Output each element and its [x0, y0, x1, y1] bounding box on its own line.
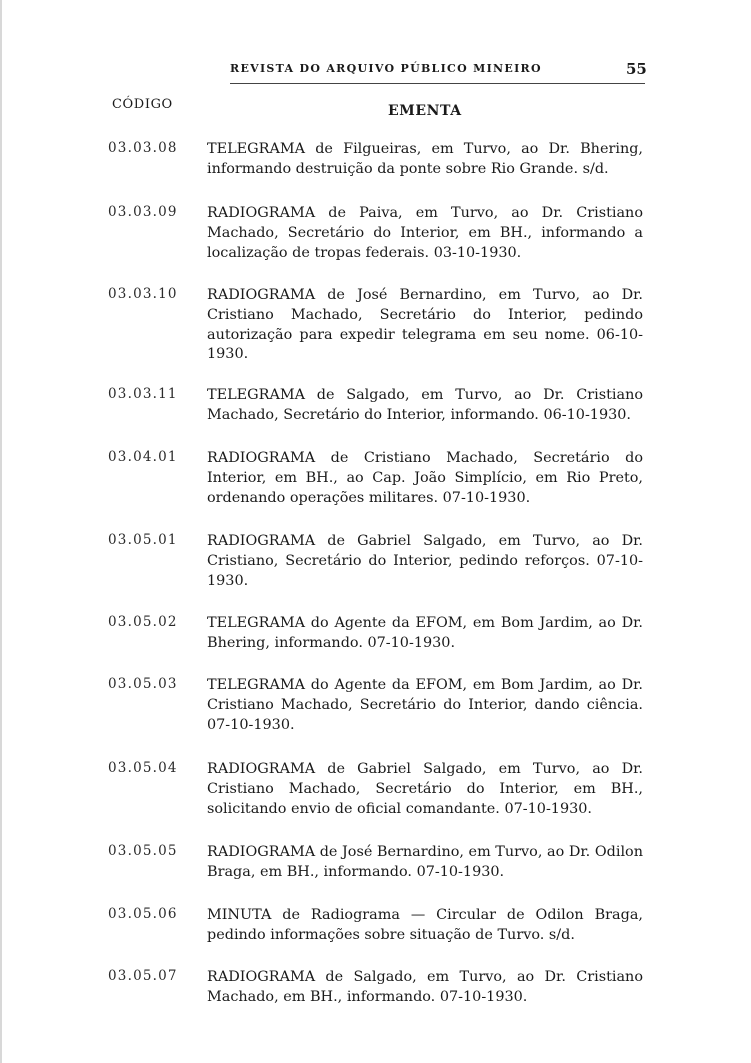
entry-code: 03.03.08 [108, 140, 178, 156]
entry-code: 03.05.07 [108, 968, 178, 984]
entry-code: 03.05.04 [108, 760, 178, 776]
entry-code: 03.05.05 [108, 843, 178, 859]
entry-summary: TELEGRAMA de Salgado, em Turvo, ao Dr. Cristiano Machado, Secretário do Interior, informando. 06-10-1930. [207, 387, 643, 423]
header-divider [230, 83, 645, 84]
page-number: 55 [626, 60, 647, 78]
entry-summary: RADIOGRAMA de Cristiano Machado, Secretário do Interior, em BH., ao Cap. João Simplício, em Rio Preto, ordenando operações militares. 07-10-1930. [207, 450, 643, 506]
entry-code: 03.05.06 [108, 906, 178, 922]
column-heading-summary: EMENTA [388, 103, 462, 119]
column-heading-code: CÓDIGO [112, 97, 173, 112]
entry-code: 03.04.01 [108, 449, 178, 465]
entry-summary: TELEGRAMA de Filgueiras, em Turvo, ao Dr. Bhering, informando destruição da ponte sobre Rio Grande. s/d. [207, 141, 643, 177]
entry-summary: MINUTA de Radiograma — Circular de Odilon Braga, pedindo informações sobre situação de Turvo. s/d. [207, 907, 643, 943]
entry-summary: RADIOGRAMA de Gabriel Salgado, em Turvo, ao Dr. Cristiano, Secretário do Interior, pedindo reforços. 07-10-1930. [207, 533, 643, 589]
page-edge [0, 0, 2, 1063]
entry-summary: RADIOGRAMA de Salgado, em Turvo, ao Dr. Cristiano Machado, em BH., informando. 07-10-1930. [207, 969, 643, 1005]
entry-code: 03.03.09 [108, 204, 178, 220]
entry-code: 03.05.01 [108, 532, 178, 548]
entry-summary: TELEGRAMA do Agente da EFOM, em Bom Jardim, ao Dr. Cristiano Machado, Secretário do Interior, dando ciência. 07-10-1930. [207, 677, 643, 733]
entry-code: 03.03.10 [108, 286, 178, 302]
entry-summary: RADIOGRAMA de Gabriel Salgado, em Turvo, ao Dr. Cristiano Machado, Secretário do Interior, em BH., solicitando envio de oficial comandante. 07-10-1930. [207, 761, 643, 817]
entry-summary: TELEGRAMA do Agente da EFOM, em Bom Jardim, ao Dr. Bhering, informando. 07-10-1930. [207, 615, 643, 651]
entry-code: 03.05.03 [108, 676, 178, 692]
entry-summary: RADIOGRAMA de José Bernardino, em Turvo, ao Dr. Odilon Braga, em BH., informando. 07-10-1930. [207, 844, 643, 880]
entry-code: 03.05.02 [108, 614, 178, 630]
running-header: REVISTA DO ARQUIVO PÚBLICO MINEIRO [230, 62, 542, 75]
entry-summary: RADIOGRAMA de José Bernardino, em Turvo, ao Dr. Cristiano Machado, Secretário do Interior, pedindo autorização para expedir telegrama em seu nome. 06-10-1930. [207, 287, 643, 363]
entry-summary: RADIOGRAMA de Paiva, em Turvo, ao Dr. Cristiano Machado, Secretário do Interior, em BH., informando a localização de tropas federais. 03-10-1930. [207, 205, 643, 261]
entry-code: 03.03.11 [108, 386, 178, 402]
